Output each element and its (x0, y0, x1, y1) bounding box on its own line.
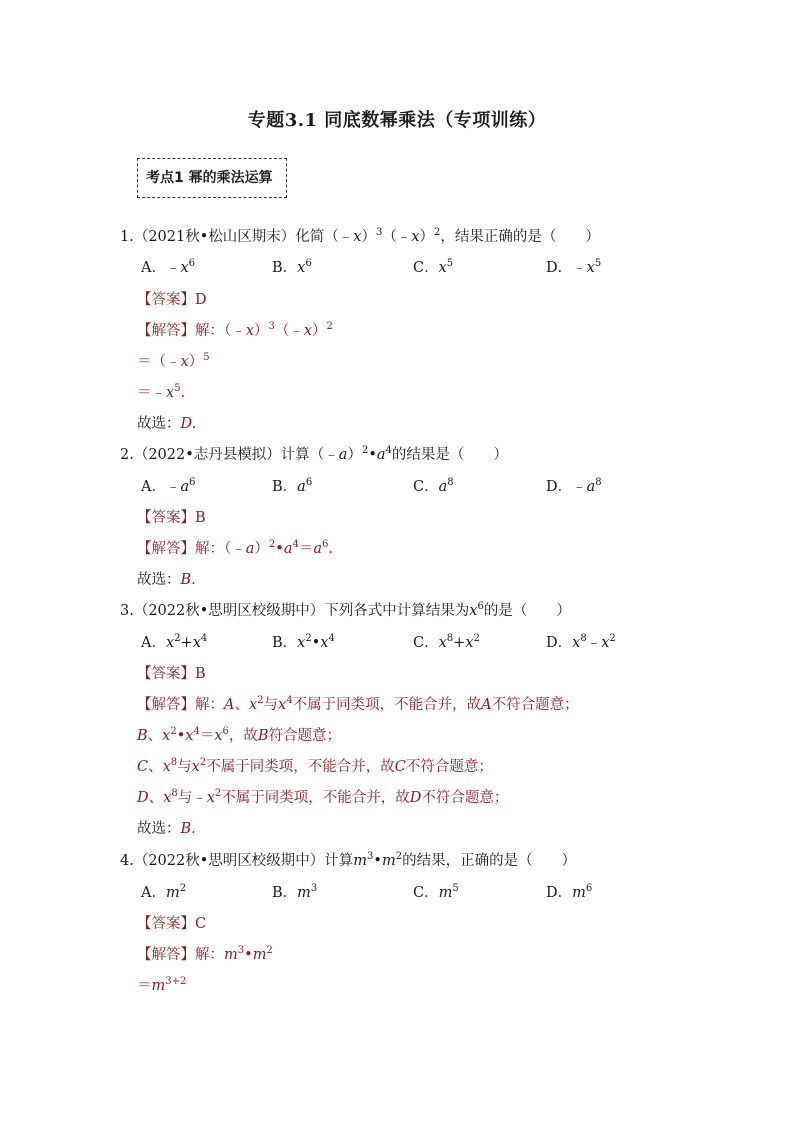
question-3-options (141, 633, 661, 653)
question-4-options (141, 883, 661, 903)
section-box: 考点1 幂的乘法运算 (137, 158, 287, 198)
question-4-solution: 【解答】解：$m^3•m^2$ (137, 945, 273, 963)
option-b: B．$a^6$ (272, 477, 313, 495)
option-b: B．$x^6$ (272, 258, 312, 276)
question-1-result: $=﹣x^5$. (137, 383, 186, 401)
option-d: D．$m^6$ (546, 883, 593, 901)
question-3-solution-a: 【解答】解：A、$x^2$与$x^4$不属于同类项，不能合并，故A不符合题意； (137, 695, 579, 713)
option-d: D．$﹣x^5$ (546, 258, 602, 276)
question-2-final: 故选：B. (137, 572, 196, 588)
question-3-stem: 3.（2022秋•思明区校级期中）下列各式中计算结果为$x^6$的是（ ） (120, 601, 571, 619)
page-title: 专题3.1 同底数幂乘法（专项训练） (247, 110, 547, 131)
option-b: B．$m^3$ (272, 883, 318, 901)
question-4-stem: 4.（2022秋•思明区校级期中）计算$m^3•m^2$的结果，正确的是（ ） (120, 851, 577, 869)
question-1-answer: 【答案】D (137, 292, 207, 308)
option-a: A．$﹣x^6$ (141, 258, 196, 276)
question-4-step: $=m^{3+2}$ (137, 976, 187, 994)
question-1-final: 故选：D. (137, 416, 197, 432)
option-c: C．$m^5$ (413, 883, 459, 901)
question-2-answer: 【答案】B (137, 510, 206, 526)
option-d: D．$x^8﹣x^2$ (546, 633, 616, 651)
option-a: A．$x^2+x^4$ (141, 633, 208, 651)
option-d: D．$﹣a^8$ (546, 477, 602, 495)
question-1-solution: 【解答】解：（﹣x）$^3$（﹣x）$^2$ (137, 321, 333, 339)
question-2-stem: 2.（2022•志丹县模拟）计算$(﹣a)^2•a^4$的结果是（ ） (120, 445, 508, 463)
option-c: C．$x^5$ (413, 258, 454, 276)
question-3-final: 故选：B. (137, 821, 196, 837)
question-3-answer: 【答案】B (137, 666, 206, 682)
question-4-answer: 【答案】C (137, 916, 207, 932)
option-a: A．$m^2$ (141, 883, 187, 901)
option-b: B．$x^2•x^4$ (272, 633, 335, 651)
question-3-solution-c: C、$x^8$与$x^2$不属于同类项，不能合并，故C不符合题意； (137, 757, 493, 775)
question-1-options (141, 258, 661, 278)
question-2-solution: 【解答】解：$(﹣a)^2•a^4=a^6$. (137, 539, 334, 557)
option-c: C．$x^8+x^2$ (413, 633, 480, 651)
question-1-step: ＝（﹣x）$^5$ (137, 352, 210, 370)
question-3-solution-b: B、$x^2•x^4=x^6$，故B符合题意； (137, 726, 342, 744)
option-c: C．$a^8$ (413, 477, 454, 495)
option-a: A．$﹣a^6$ (141, 477, 196, 495)
question-1-stem: 1.（2021秋•松山区期末）化简（﹣x）$^3$（﹣x）$^2$，结果正确的是（ ） (120, 227, 600, 245)
question-3-solution-d: D、$x^8$与$﹣x^2$不属于同类项，不能合并，故D不符合题意； (137, 788, 509, 806)
question-2-options (141, 477, 661, 497)
